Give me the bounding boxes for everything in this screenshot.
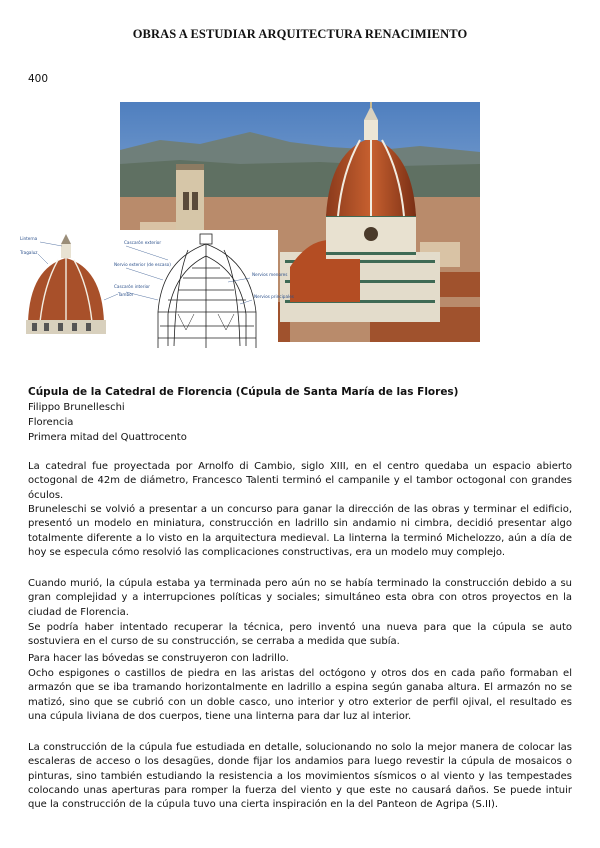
- diagram-label-cascaron-exterior: Cascarón exterior: [124, 240, 162, 245]
- paragraph: La construcción de la cúpula fue estudiada en detalle, solucionando no solo la mejor manera de colocar las escaleras de acceso o los desagües, donde fijar los andamios para luego revestir la cúpula de mosaicos o pinturas, sino también estudiando la resistencia a los movimientos sísmicos o al viento y las tempestades colocando unas aperturas para romper la fuerza del viento y que este no causará daños. Se puede intuir que la construcción de la cúpula tuvo una cierta inspiración en la del Panteon de Agripa (S.II).: [28, 742, 572, 811]
- paragraph: Bruneleschi se volvió a presentar a un concurso para ganar la dirección de las obras y terminar el edificio, presentó un modelo en miniatura, construcción en ladrillo sin andamio ni cimbra, decidió presentar algo totalmente diferente a lo visto en la arquitectura medieval. La linterna la terminó Michelozzo, aún a día de hoy se especula cómo resolvió las complicaciones constructivas, era un modelo muy complejo.: [28, 504, 572, 558]
- work-heading: Cúpula de la Catedral de Florencia (Cúpula de Santa María de las Flores): [28, 386, 459, 398]
- work-author: Filippo Brunelleschi: [28, 402, 125, 413]
- dome-diagram: [18, 230, 294, 355]
- work-date: Primera mitad del Quattrocento: [28, 432, 187, 443]
- diagram-label-linterna: Linterna: [20, 236, 38, 241]
- page-number: 400: [28, 73, 49, 85]
- diagram-label-nervios-menores: Nervios menores: [252, 272, 288, 277]
- paragraph: Se podría haber intentado recuperar la técnica, pero inventó una nueva para que la cúpula se auto sostuviera en el curso de su construcción, se cerraba a medida que subía.: [28, 622, 572, 648]
- paragraph: La catedral fue proyectada por Arnolfo di Cambio, siglo XIII, en el centro quedaba un espacio abierto octogonal de 42m de diámetro, Francesco Talenti terminó el campanile y el tambor octogonal con grandes óculos.: [28, 461, 572, 501]
- diagram-label-tragaluz: Tragaluz: [20, 250, 38, 255]
- diagram-label-nervios-principales: Nervios principales: [254, 294, 294, 299]
- paragraph: Ocho espigones o castillos de piedra en las aristas del octógono y otros dos en cada paño formaban el armazón que se iba tramando horizontalmente en ladrillo a espina según ganaba altura. El armazón no se matizó, sino que se cubrió con un doble casco, uno interior y otro exterior de perfil ojival, el resultado es una cúpula liviana de dos cuerpos, tiene una linterna para dar luz al interior.: [28, 668, 572, 722]
- paragraph: Para hacer las bóvedas se construyeron con ladrillo.: [28, 653, 289, 664]
- document-title: OBRAS A ESTUDIAR ARQUITECTURA RENACIMIENTO: [132, 27, 468, 41]
- diagram-label-nervio-exterior: Nervio exterior (de escaso): [114, 262, 171, 267]
- work-city: Florencia: [28, 417, 74, 428]
- diagram-label-tambor: Tambor: [118, 292, 134, 297]
- paragraph: Cuando murió, la cúpula estaba ya terminada pero aún no se había terminado la construcción debido a su gran complejidad y a interrupciones políticas y sociales; simultáneo esta obra con otros proyectos en la ciudad de Florencia.: [28, 578, 572, 618]
- diagram-label-cascaron-interior: Cascarón interior: [114, 284, 150, 289]
